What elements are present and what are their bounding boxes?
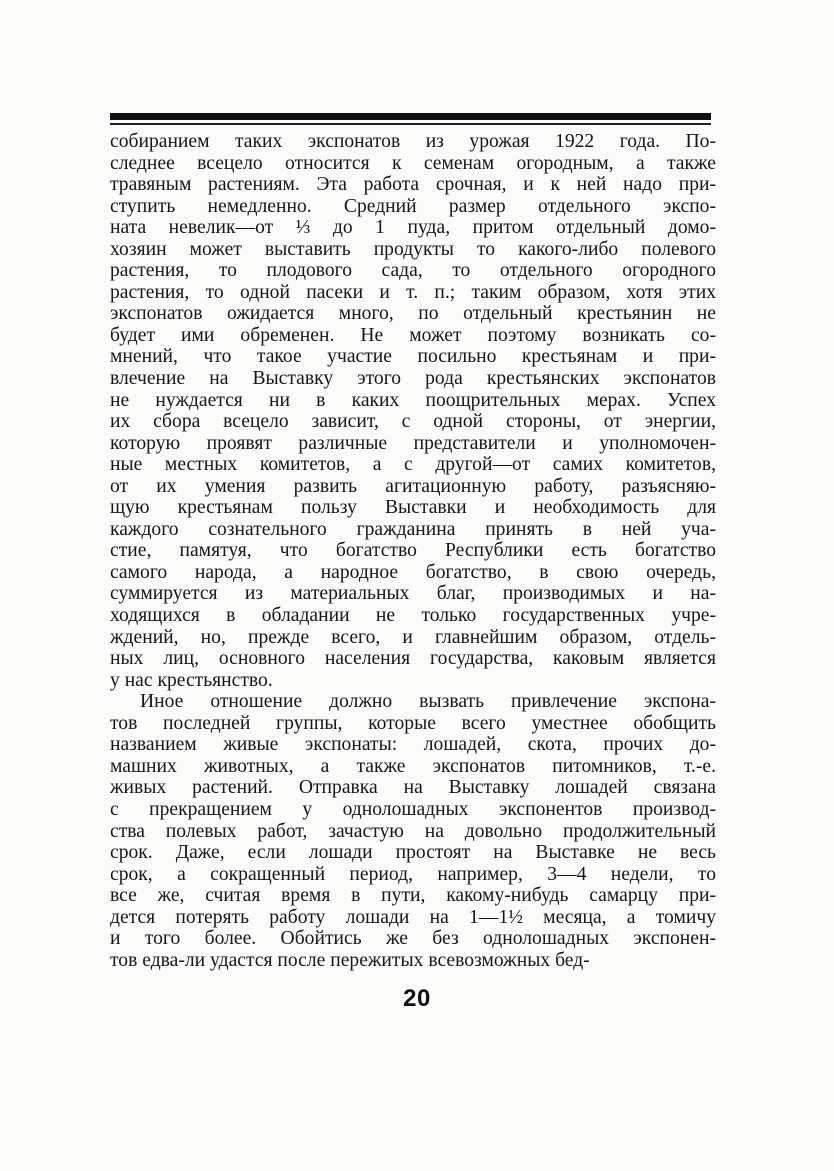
text-line: ступить немедленно. Средний размер отдельного экспо- (110, 195, 716, 217)
text-line: следнее всецело относится к семенам огородным, а также (110, 152, 716, 174)
page-number: 20 (403, 985, 431, 1012)
text-line: ходящихся в обладании не только государственных учре- (110, 605, 716, 627)
paragraph (110, 131, 716, 691)
text-line: щую крестьянам пользу Выставки и необходимость для (110, 497, 716, 519)
text-line: от их умения развить агитационную работу, разъясняю- (110, 475, 716, 497)
text-line: каждого сознательного гражданина принять в ней уча- (110, 518, 716, 540)
text-line: срок. Даже, если лошади простоят на Выставке не весь (110, 842, 716, 864)
text-line: Иное отношение должно вызвать привлечение экспона- (140, 691, 716, 713)
header-rule (110, 113, 711, 120)
text-line: ных лиц, основного населения государства, каковым является (110, 648, 716, 670)
text-line: у нас крестьянство. (110, 669, 273, 691)
text-line: все же, считая время в пути, какому-нибудь самарцу при- (110, 885, 716, 907)
text-line: живых растений. Отправка на Выставку лошадей связана (110, 777, 716, 799)
text-line: которую проявят различные представители и уполномочен- (110, 432, 716, 454)
text-line: ждений, но, прежде всего, и главнейшим образом, отдель- (110, 626, 716, 648)
text-line: с прекращением у однолошадных экспонентов производ- (110, 798, 716, 820)
text-line: растения, то одной пасеки и т. п.; таким образом, хотя этих (110, 281, 716, 303)
text-line: влечение на Выставку этого рода крестьянских экспонатов (110, 368, 716, 390)
text-line: дется потерять работу лошади на 1—1½ месяца, а томичу (110, 906, 716, 928)
text-line: травяным растениям. Эта работа срочная, и к ней надо при- (110, 174, 716, 196)
text-line: не нуждается ни в каких поощрительных мерах. Успех (110, 389, 716, 411)
text-line: их сбора всецело зависит, с одной стороны, от энергии, (110, 411, 716, 433)
text-line: ната невелик—от ⅓ до 1 пуда, притом отдельный домо- (110, 217, 716, 239)
body-text (110, 131, 716, 971)
text-line: мнений, что такое участие посильно крестьянам и при- (110, 346, 716, 368)
text-line: будет ими обременен. Не может поэтому возникать со- (110, 324, 716, 346)
text-line: экспонатов ожидается много, по отдельный крестьянин не (110, 303, 716, 325)
header-rule-thin (110, 123, 711, 125)
text-line: растения, то плодового сада, то отдельного огородного (110, 260, 716, 282)
text-line: стие, памятуя, что богатство Республики есть богатство (110, 540, 716, 562)
text-line: машних животных, а также экспонатов питомников, т.-е. (110, 755, 716, 777)
text-line: названием живые экспонаты: лошадей, скота, прочих до- (110, 734, 716, 756)
text-line: суммируется из материальных благ, производимых и на- (110, 583, 716, 605)
text-line: хозяин может выставить продукты то какого-либо полевого (110, 238, 716, 260)
text-line: срок, а сокращенный период, например, 3—4 недели, то (110, 863, 716, 885)
paragraph (110, 691, 716, 971)
text-line: собиранием таких экспонатов из урожая 1922 года. По- (110, 131, 716, 152)
text-line: тов едва-ли удастся после пережитых всевозможных бед- (110, 949, 590, 971)
text-line: самого народа, а народное богатство, в свою очередь, (110, 561, 716, 583)
text-line: ные местных комитетов, а с другой—от самих комитетов, (110, 454, 716, 476)
text-line: и того более. Обойтись же без однолошадных экспонен- (110, 928, 716, 950)
text-line: ства полевых работ, зачастую на довольно продолжительный (110, 820, 716, 842)
text-line: тов последней группы, которые всего уместнее обобщить (110, 712, 716, 734)
